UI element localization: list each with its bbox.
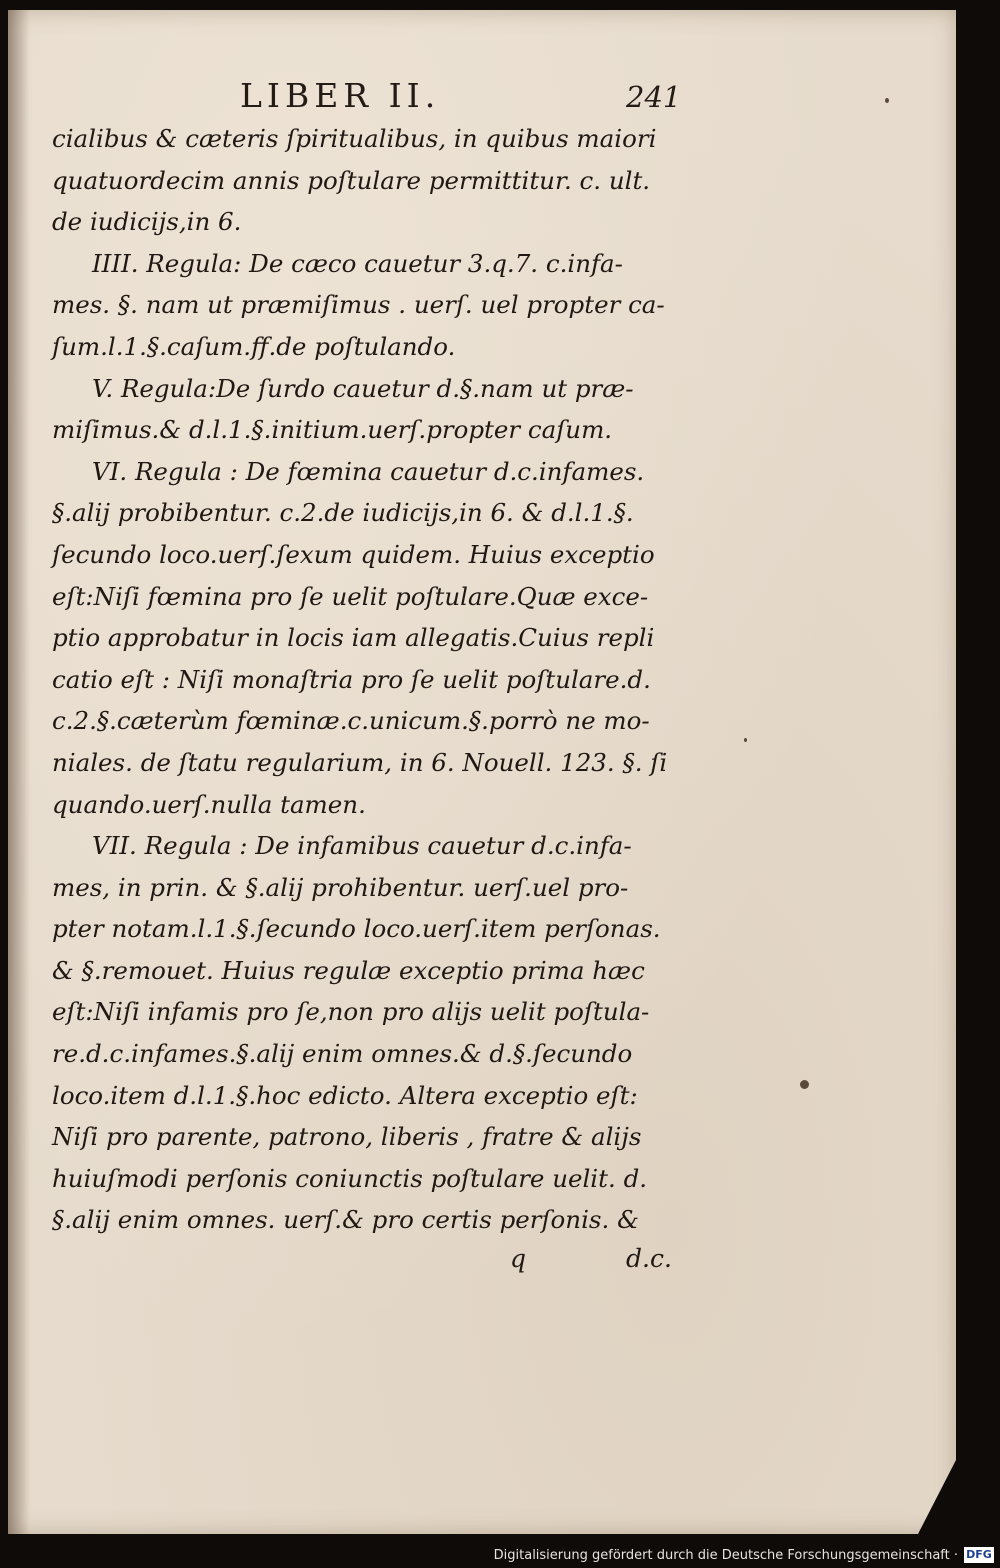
text-line: c.2.§.cæterùm fœminæ.c.unicum.§.porrò ne mo- xyxy=(52,706,650,736)
credit-text: Digitalisierung gefördert durch die Deutsche Forschungsgemeinschaft · xyxy=(493,1548,958,1563)
text-line: ſum.l.1.§.caſum.ff.de poſtulando. xyxy=(52,331,456,361)
page-header xyxy=(0,76,1000,116)
text-line: eſt:Niſi infamis pro ſe,non pro alijs uelit poſtula- xyxy=(52,997,650,1027)
body-text xyxy=(52,118,692,1241)
text-line: niales. de ſtatu regularium, in 6. Nouell. 123. §. ſi xyxy=(52,747,668,777)
paper-speck xyxy=(800,1080,809,1089)
text-line: de iudicijs,in 6. xyxy=(52,207,242,237)
running-title: LIBER II. xyxy=(240,76,441,115)
paper-speck xyxy=(744,738,747,742)
text-line: §.alij enim omnes. uerſ.& pro certis perſonis. & xyxy=(52,1205,639,1235)
catchword: d.c. xyxy=(626,1244,672,1273)
page-footer xyxy=(0,1244,1000,1284)
page-number: 241 xyxy=(626,80,682,114)
text-line: catio eſt : Niſi monaſtria pro ſe uelit poſtulare.d. xyxy=(52,664,651,694)
page-corner-fold xyxy=(918,1460,956,1534)
text-line: IIII. Regula: De cæco cauetur 3.q.7. c.infa- xyxy=(92,248,623,278)
text-line: quando.uerſ.nulla tamen. xyxy=(52,789,366,819)
text-line: ſecundo loco.uerſ.ſexum quidem. Huius exceptio xyxy=(52,539,655,569)
text-line: pter notam.l.1.§.ſecundo loco.uerſ.item perſonas. xyxy=(52,914,661,944)
text-line: cialibus & cæteris ſpiritualibus, in quibus maiori xyxy=(52,124,657,153)
page-gutter-shadow xyxy=(8,10,30,1534)
text-line: VII. Regula : De infamibus cauetur d.c.infa- xyxy=(92,831,632,861)
text-line: miſimus.& d.l.1.§.initium.uerſ.propter caſum. xyxy=(52,415,613,445)
text-line: loco.item d.l.1.§.hoc edicto. Altera exceptio eſt: xyxy=(52,1080,638,1110)
dfg-logo: DFG xyxy=(964,1547,994,1563)
signature-mark: q xyxy=(510,1244,527,1273)
text-line: §.alij probibentur. c.2.de iudicijs,in 6. & d.l.1.§. xyxy=(52,498,634,528)
text-line: mes. §. nam ut præmiſimus . uerſ. uel propter ca- xyxy=(52,290,665,320)
text-line: Niſi pro parente, patrono, liberis , fratre & alijs xyxy=(52,1122,642,1152)
text-line: VI. Regula : De fœmina cauetur d.c.infames. xyxy=(92,456,645,486)
text-line: V. Regula:De ſurdo cauetur d.§.nam ut præ- xyxy=(92,373,634,403)
text-line: quatuordecim annis poſtulare permittitur. c. ult. xyxy=(52,165,651,195)
text-line: huiuſmodi perſonis coniunctis poſtulare uelit. d. xyxy=(52,1163,648,1193)
digitization-credit-bar xyxy=(0,1544,1000,1568)
text-line: & §.remouet. Huius regulæ exceptio prima hæc xyxy=(52,955,645,985)
text-line: re.d.c.infames.§.alij enim omnes.& d.§.ſecundo xyxy=(52,1039,633,1069)
text-line: eſt:Niſi fœmina pro ſe uelit poſtulare.Quæ exce- xyxy=(52,581,649,611)
text-line: mes, in prin. & §.alij prohibentur. uerſ.uel pro- xyxy=(52,872,629,902)
text-line: ptio approbatur in locis iam allegatis.Cuius repli xyxy=(52,623,655,653)
